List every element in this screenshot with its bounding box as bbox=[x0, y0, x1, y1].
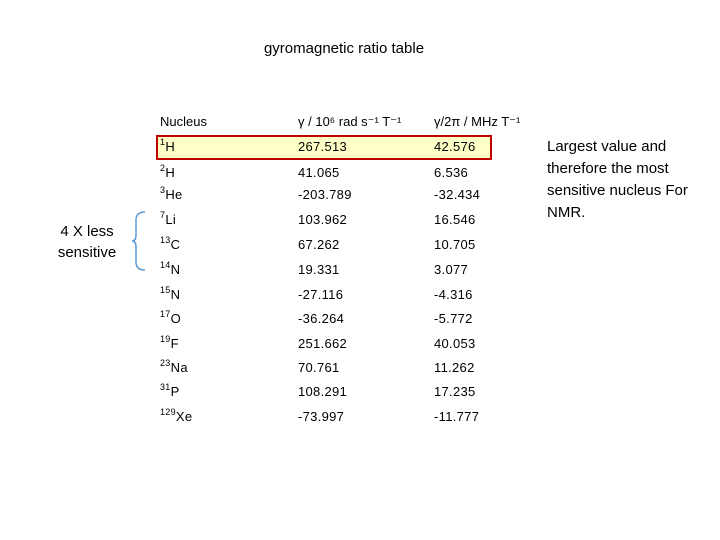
element-symbol: Na bbox=[170, 360, 188, 375]
gamma-cell: 251.662 bbox=[298, 336, 348, 351]
nucleus-cell bbox=[160, 262, 180, 277]
gamma-2pi-cell: 17.235 bbox=[434, 384, 476, 399]
nucleus-cell bbox=[160, 287, 180, 302]
gamma-cell: 19.331 bbox=[298, 262, 340, 277]
nucleus-cell bbox=[160, 139, 175, 154]
element-symbol: Xe bbox=[175, 409, 193, 424]
gamma-2pi-cell: 3.077 bbox=[434, 262, 469, 277]
element-symbol: Li bbox=[165, 212, 177, 227]
mass-number: 17 bbox=[160, 309, 171, 319]
annotation-largest-value: Largest value and therefore the most sensitive nucleus For NMR. bbox=[547, 138, 688, 221]
table-row bbox=[0, 336, 720, 356]
gamma-cell: 267.513 bbox=[298, 139, 348, 154]
gamma-cell: 108.291 bbox=[298, 384, 348, 399]
gamma-2pi-cell: -11.777 bbox=[434, 409, 480, 424]
mass-number: 19 bbox=[160, 334, 171, 344]
nucleus-cell bbox=[160, 311, 181, 326]
gamma-2pi-cell: 16.546 bbox=[434, 212, 476, 227]
element-symbol: N bbox=[170, 262, 181, 277]
mass-number: 3 bbox=[160, 185, 166, 195]
mass-number: 14 bbox=[160, 260, 171, 270]
table-row bbox=[0, 409, 720, 429]
gamma-2pi-cell: -4.316 bbox=[434, 287, 473, 302]
element-symbol: O bbox=[170, 311, 182, 326]
mass-number: 23 bbox=[160, 358, 171, 368]
header-nucleus: Nucleus bbox=[160, 114, 207, 129]
gamma-cell: -73.997 bbox=[298, 409, 345, 424]
annotation-less-sensitive: 4 X less sensitive bbox=[57, 223, 117, 261]
element-symbol: C bbox=[170, 237, 181, 252]
gamma-cell: -27.116 bbox=[298, 287, 344, 302]
element-symbol: P bbox=[170, 384, 180, 399]
gamma-2pi-cell: -5.772 bbox=[434, 311, 473, 326]
gamma-cell: -203.789 bbox=[298, 187, 352, 202]
table-row bbox=[0, 287, 720, 307]
element-symbol: He bbox=[165, 187, 183, 202]
nucleus-cell bbox=[160, 237, 180, 252]
element-symbol: F bbox=[170, 336, 179, 351]
mass-number: 7 bbox=[160, 210, 166, 220]
element-symbol: N bbox=[170, 287, 181, 302]
mass-number: 15 bbox=[160, 285, 171, 295]
gamma-2pi-cell: 11.262 bbox=[434, 360, 475, 375]
nucleus-cell bbox=[160, 187, 183, 202]
nucleus-cell bbox=[160, 165, 175, 180]
gamma-cell: 103.962 bbox=[298, 212, 348, 227]
table-row bbox=[0, 311, 720, 331]
mass-number: 129 bbox=[160, 407, 176, 417]
nucleus-cell bbox=[160, 212, 176, 227]
gamma-2pi-cell: 10.705 bbox=[434, 237, 476, 252]
mass-number: 31 bbox=[160, 382, 171, 392]
table-row bbox=[0, 384, 720, 404]
gamma-2pi-cell: -32.434 bbox=[434, 187, 481, 202]
table-row bbox=[0, 262, 720, 282]
gamma-cell: 70.761 bbox=[298, 360, 340, 375]
mass-number: 1 bbox=[160, 137, 166, 147]
page-title: gyromagnetic ratio table bbox=[263, 40, 425, 57]
nucleus-cell bbox=[160, 360, 188, 375]
nucleus-cell bbox=[160, 336, 179, 351]
gamma-2pi-cell: 6.536 bbox=[434, 165, 469, 180]
gamma-2pi-cell: 40.053 bbox=[434, 336, 476, 351]
gamma-2pi-cell: 42.576 bbox=[434, 139, 476, 154]
element-symbol: H bbox=[165, 139, 176, 154]
element-symbol: H bbox=[165, 165, 176, 180]
header-gamma: γ / 10⁶ rad s⁻¹ T⁻¹ bbox=[298, 114, 402, 129]
bracket-icon bbox=[131, 210, 147, 272]
header-gamma-2pi: γ/2π / MHz T⁻¹ bbox=[434, 114, 521, 129]
gamma-cell: 41.065 bbox=[298, 165, 340, 180]
gamma-cell: -36.264 bbox=[298, 311, 345, 326]
gamma-cell: 67.262 bbox=[298, 237, 340, 252]
mass-number: 13 bbox=[160, 235, 171, 245]
mass-number: 2 bbox=[160, 163, 166, 173]
table-row bbox=[0, 360, 720, 380]
nucleus-cell bbox=[160, 384, 180, 399]
nucleus-cell bbox=[160, 409, 192, 424]
